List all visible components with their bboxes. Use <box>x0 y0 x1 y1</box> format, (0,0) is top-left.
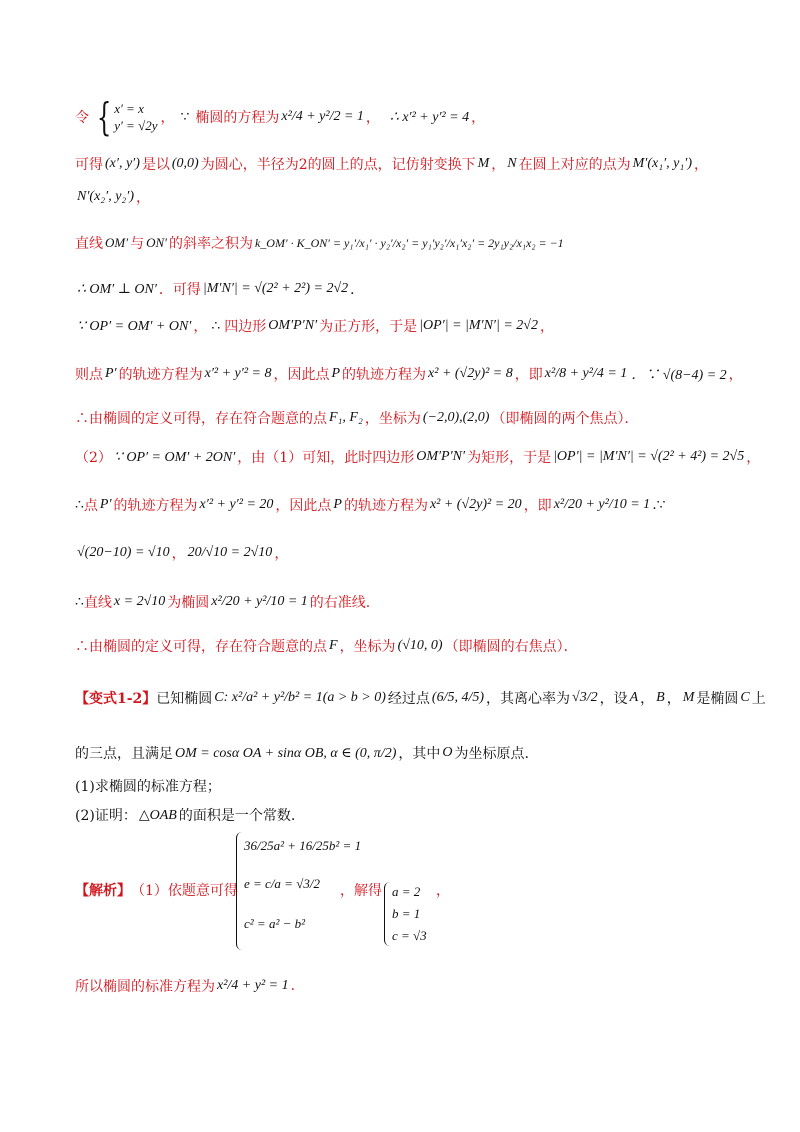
equation: x′² + y′² = 20 <box>199 497 274 512</box>
equation: x²/20 + y²/10 = 1 <box>211 594 308 609</box>
text: ， <box>436 883 450 899</box>
text: 已知椭圆 <box>156 691 213 707</box>
line-14 <box>75 688 766 708</box>
equation: c² = a² − b² <box>244 916 306 931</box>
text: ， <box>136 190 151 206</box>
equation: OM = cosα OA + sinα OB, α ∈ (0, π/2) <box>175 745 397 761</box>
math: M <box>682 690 695 705</box>
text: 经过点 <box>387 691 430 707</box>
line-4 <box>75 233 760 253</box>
math: √3/2 <box>572 690 598 705</box>
text: 的轨迹方程为 <box>113 498 198 514</box>
equation: x²/4 + y² = 1 <box>217 978 289 993</box>
text: （2） <box>75 450 112 466</box>
text: 可得 <box>75 157 103 173</box>
math: F₁, F₂ <box>329 410 363 425</box>
text: ， <box>539 319 554 335</box>
text: ∴由椭圆的定义可得，存在符合题意的点 <box>75 639 327 655</box>
text: 的轨迹方程为 <box>342 367 427 383</box>
text: 则点 <box>75 367 103 383</box>
math: P′ <box>99 497 112 512</box>
text: 令 <box>75 110 89 126</box>
equation: ∴ x′² + y′² = 4 <box>389 109 470 125</box>
equation: ∵ OP′ = OM′ + 2ON′ <box>113 449 236 465</box>
therefore-symbol: ∴ <box>211 318 221 334</box>
line-18-end <box>436 880 760 900</box>
section-label: 【变式1-2】 <box>75 691 157 707</box>
equation: 20/√10 = 2√10 <box>187 545 273 560</box>
math: △OAB <box>138 807 177 823</box>
text: （即椭圆的两个焦点）． <box>491 411 639 427</box>
line-11 <box>75 543 760 563</box>
line-2 <box>75 154 760 174</box>
text: ，因此点 <box>275 498 332 514</box>
text: 上 <box>751 691 766 707</box>
line-17 <box>75 805 760 825</box>
text: 椭圆的方程为 <box>195 110 280 126</box>
math: (√10, 0) <box>397 638 443 653</box>
text: （即椭圆的右焦点）． <box>444 639 578 655</box>
text: 点 <box>83 498 98 514</box>
line-8 <box>75 408 760 428</box>
math: N <box>507 156 517 171</box>
equation: ∵ OP′ = OM′ + ON′ <box>77 318 192 334</box>
text: 直线 <box>83 595 112 611</box>
equation-system: { x′ = x y′ = √2y <box>96 95 158 139</box>
brace <box>384 882 391 946</box>
text: 四边形 <box>224 319 267 335</box>
equation: c = √3 <box>392 928 427 943</box>
text: ， <box>491 157 506 173</box>
text: 的轨迹方程为 <box>118 367 203 383</box>
therefore-symbol: ∴ <box>75 594 84 610</box>
text: 的面积是一个常数. <box>178 808 296 824</box>
equation: x = 2√10 <box>113 594 166 609</box>
text: (1)求椭圆的标准方程； <box>75 779 221 795</box>
math: OM′ <box>105 235 129 250</box>
text: ，即 <box>523 498 552 514</box>
math: O <box>442 745 453 760</box>
therefore-symbol: ∴ <box>75 497 84 513</box>
text: ， <box>640 691 655 707</box>
math: (6/5, 4/5) <box>431 690 485 705</box>
section-label: 【解析】 <box>75 883 131 899</box>
text: 为矩形，于是 <box>467 450 552 466</box>
text: ， <box>728 367 743 383</box>
text: 的右准线. <box>309 595 371 611</box>
equation: x′² + y′² = 8 <box>204 366 272 381</box>
text: 是椭圆 <box>696 691 739 707</box>
text: ， <box>193 319 208 335</box>
math: B <box>656 690 665 705</box>
math: OM′P′N′ <box>416 449 466 464</box>
math: ON′ <box>146 235 167 250</box>
text: 为圆心，半径为2的圆上的点，记仿射变换下 <box>200 157 476 173</box>
math: P <box>331 366 341 381</box>
text: ，设 <box>599 691 628 707</box>
text: ，坐标为 <box>339 639 396 655</box>
text: ， <box>171 546 186 562</box>
math: (x′, y′) <box>105 156 140 171</box>
equation: x²/20 + y²/10 = 1 <box>553 497 651 512</box>
line-1 <box>75 95 760 139</box>
line-15 <box>75 743 760 763</box>
equation: e = c/a = √3/2 <box>244 876 320 891</box>
text: ∴由椭圆的定义可得，存在符合题意的点 <box>75 411 327 427</box>
text: .∵ <box>652 497 666 513</box>
text: 与 <box>130 236 145 252</box>
math: OM′P′N′ <box>268 318 318 333</box>
text: 为椭圆 <box>167 595 210 611</box>
text: ． <box>350 282 365 298</box>
line-3 <box>75 187 760 207</box>
text: 的三点，且满足 <box>75 746 173 762</box>
math: (−2,0),(2,0) <box>422 410 490 425</box>
text: 在圆上对应的点为 <box>518 157 631 173</box>
equation: |OP′| = |M′N′| = √(2² + 4²) = 2√5 <box>553 449 745 464</box>
text: 的斜率之积为 <box>168 236 253 252</box>
math: A <box>629 690 639 705</box>
line-7 <box>75 364 760 384</box>
text: ， <box>471 110 486 126</box>
math: ∴ OM′ ⊥ ON′ <box>77 281 157 297</box>
math: M′(x₁′, y₁′) <box>632 156 692 171</box>
equation: x²/8 + y²/4 = 1 <box>544 366 628 381</box>
equation: a = 2 <box>392 884 421 899</box>
line-9 <box>75 447 760 467</box>
text: ，其中 <box>398 746 441 762</box>
math: P <box>333 497 342 512</box>
math: P′ <box>105 366 117 381</box>
equation: √(20−10) = √10 <box>77 545 170 560</box>
text: （1）依题意可得 <box>131 883 238 899</box>
text: 所以椭圆的标准方程为 <box>75 979 215 995</box>
line-19 <box>75 976 760 996</box>
equation: x′ = x <box>114 101 144 116</box>
text: ，即 <box>514 367 543 383</box>
math: C <box>740 690 750 705</box>
text: 直线 <box>75 236 103 252</box>
line-12 <box>75 592 760 612</box>
text: ，因此点 <box>273 367 330 383</box>
math: F <box>329 638 338 653</box>
line-10 <box>75 495 760 515</box>
text: 是以 <box>141 157 170 173</box>
text: ，其离心率为 <box>486 691 571 707</box>
text: (2)证明： <box>75 808 137 824</box>
equation: b = 1 <box>392 906 421 921</box>
math: N′(x₂′, y₂′) <box>77 189 135 204</box>
line-5 <box>75 279 760 299</box>
equation: x²/4 + y²/2 = 1 <box>281 109 364 124</box>
text: ， <box>666 691 681 707</box>
text: ．可得 <box>158 282 201 298</box>
line-13 <box>75 636 760 656</box>
text: 为坐标原点. <box>454 746 529 762</box>
text: ， <box>693 157 708 173</box>
equation: x² + (√2y)² = 8 <box>428 366 513 381</box>
equation: k_OM′ · K_ON′ = y₁′/x₁′ · y₂′/x₂′ = y₁′y₂′/x₁′x₂′ = 2y₁y₂/x₁x₂ = −1 <box>254 235 564 250</box>
text: ，由（1）可知，此时四边形 <box>237 450 415 466</box>
equation: ．∵ √(8−4) = 2 <box>631 368 727 383</box>
equation: x² + (√2y)² = 20 <box>429 497 522 512</box>
math: (0,0) <box>171 156 199 171</box>
text: ， <box>365 110 380 126</box>
line-16 <box>75 776 760 796</box>
equation: |OP′| = |M′N′| = 2√2 <box>419 318 538 333</box>
because-symbol: ∵ <box>180 109 190 125</box>
equation: C: x²/a² + y²/b² = 1(a > b > 0) <box>214 690 386 705</box>
text: ， <box>746 450 761 466</box>
equation: 36/25a² + 16/25b² = 1 <box>244 838 362 853</box>
line-6 <box>75 316 760 336</box>
equation: y′ = √2y <box>114 118 158 133</box>
text: 的轨迹方程为 <box>343 498 428 514</box>
math: M <box>477 156 490 171</box>
text: 为正方形，于是 <box>319 319 418 335</box>
text: ，解得 <box>340 883 382 899</box>
text: ， <box>160 110 175 126</box>
text: . <box>290 978 296 994</box>
text: ， <box>274 546 289 562</box>
equation: |M′N′| = √(2² + 2²) = 2√2 <box>202 281 349 296</box>
text: ，坐标为 <box>364 411 421 427</box>
